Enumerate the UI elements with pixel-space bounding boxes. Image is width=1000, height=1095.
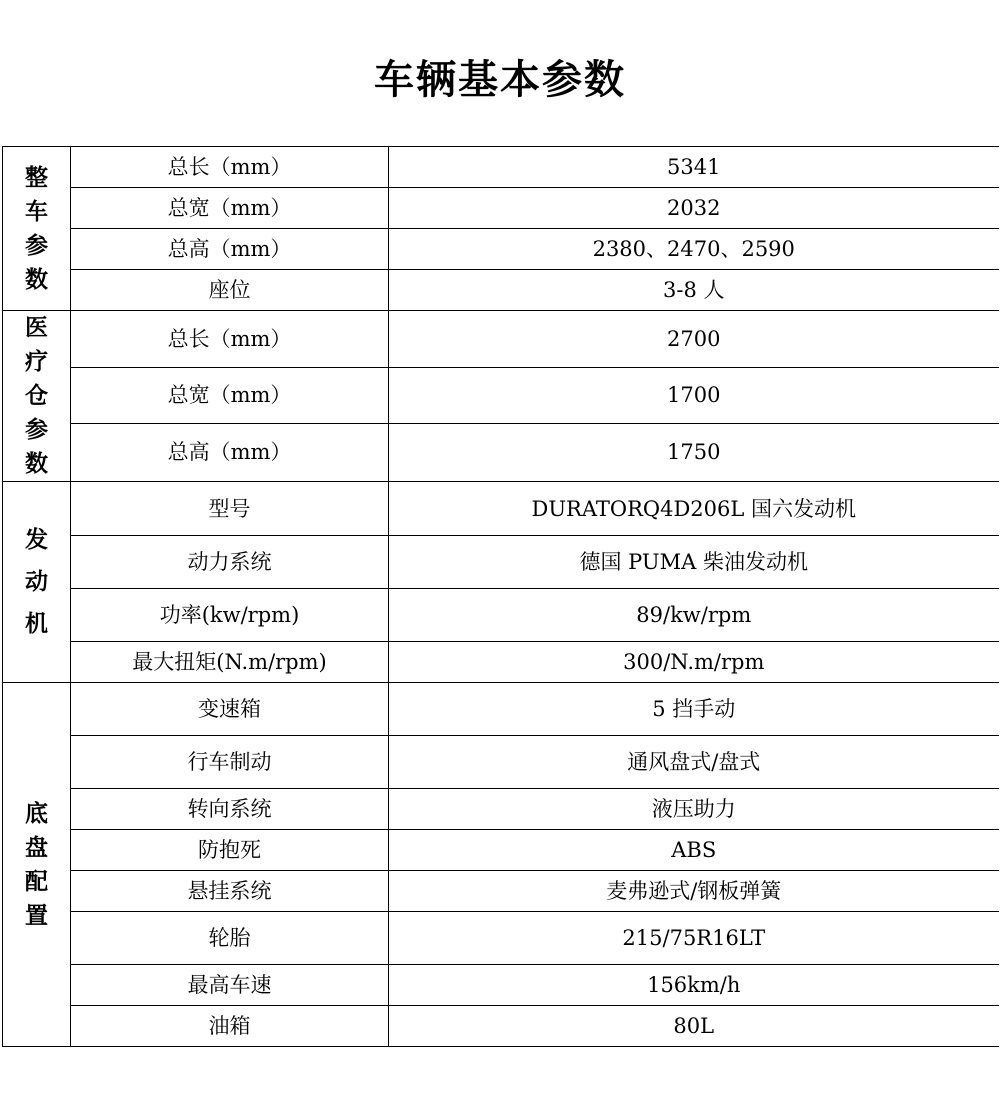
row-label: 型号 (71, 482, 389, 536)
table-row (3, 423, 999, 481)
row-label: 轮胎 (71, 912, 389, 965)
row-value: 300/N.m/rpm (389, 642, 999, 683)
row-label: 总长（mm） (71, 147, 389, 188)
group-cell-medical (3, 311, 71, 482)
row-value: 2700 (389, 311, 999, 368)
row-label: 行车制动 (71, 736, 389, 789)
group-label: 医疗仓参数 (25, 315, 48, 477)
row-value: 5 挡手动 (389, 683, 999, 736)
row-value: 通风盘式/盘式 (389, 736, 999, 789)
row-value: 215/75R16LT (389, 912, 999, 965)
group-label: 发动机 (25, 527, 48, 637)
row-label: 座位 (71, 270, 389, 311)
table-row (3, 536, 999, 589)
table-row (3, 188, 999, 229)
group-label: 整车参数 (25, 164, 48, 293)
row-label: 防抱死 (71, 830, 389, 871)
row-value: 80L (389, 1006, 999, 1047)
group-cell-chassis (3, 683, 71, 1047)
row-label: 变速箱 (71, 683, 389, 736)
table-row (3, 912, 999, 965)
row-label: 最大扭矩(N.m/rpm) (71, 642, 389, 683)
table-row (3, 965, 999, 1006)
table-row (3, 368, 999, 423)
row-value: 德国 PUMA 柴油发动机 (389, 536, 999, 589)
row-value: 麦弗逊式/钢板弹簧 (389, 871, 999, 912)
table-row (3, 871, 999, 912)
row-label: 转向系统 (71, 789, 389, 830)
row-value: 液压助力 (389, 789, 999, 830)
table-row (3, 482, 999, 536)
group-cell-vehicle (3, 147, 71, 311)
row-label: 总长（mm） (71, 311, 389, 368)
row-value: 156km/h (389, 965, 999, 1006)
row-label: 动力系统 (71, 536, 389, 589)
table-row (3, 589, 999, 642)
row-value: 2380、2470、2590 (389, 229, 999, 270)
row-label: 总高（mm） (71, 229, 389, 270)
table-row (3, 642, 999, 683)
row-label: 功率(kw/rpm) (71, 589, 389, 642)
row-label: 最高车速 (71, 965, 389, 1006)
row-label: 油箱 (71, 1006, 389, 1047)
row-label: 悬挂系统 (71, 871, 389, 912)
row-value: 5341 (389, 147, 999, 188)
row-value: 1750 (389, 423, 999, 481)
spec-table (2, 146, 999, 1047)
row-value: 89/kw/rpm (389, 589, 999, 642)
page-title: 车辆基本参数 (374, 57, 626, 103)
table-row (3, 270, 999, 311)
table-row (3, 683, 999, 736)
table-row (3, 229, 999, 270)
group-cell-engine (3, 482, 71, 683)
table-row (3, 1006, 999, 1047)
row-value: 3-8 人 (389, 270, 999, 311)
row-label: 总宽（mm） (71, 188, 389, 229)
row-value: DURATORQ4D206L 国六发动机 (389, 482, 999, 536)
table-row (3, 311, 999, 368)
table-row (3, 147, 999, 188)
row-value: 1700 (389, 368, 999, 423)
group-label: 底盘配置 (25, 800, 48, 929)
row-label: 总宽（mm） (71, 368, 389, 423)
table-row (3, 736, 999, 789)
row-value: ABS (389, 830, 999, 871)
row-value: 2032 (389, 188, 999, 229)
table-row (3, 789, 999, 830)
table-row (3, 830, 999, 871)
row-label: 总高（mm） (71, 423, 389, 481)
